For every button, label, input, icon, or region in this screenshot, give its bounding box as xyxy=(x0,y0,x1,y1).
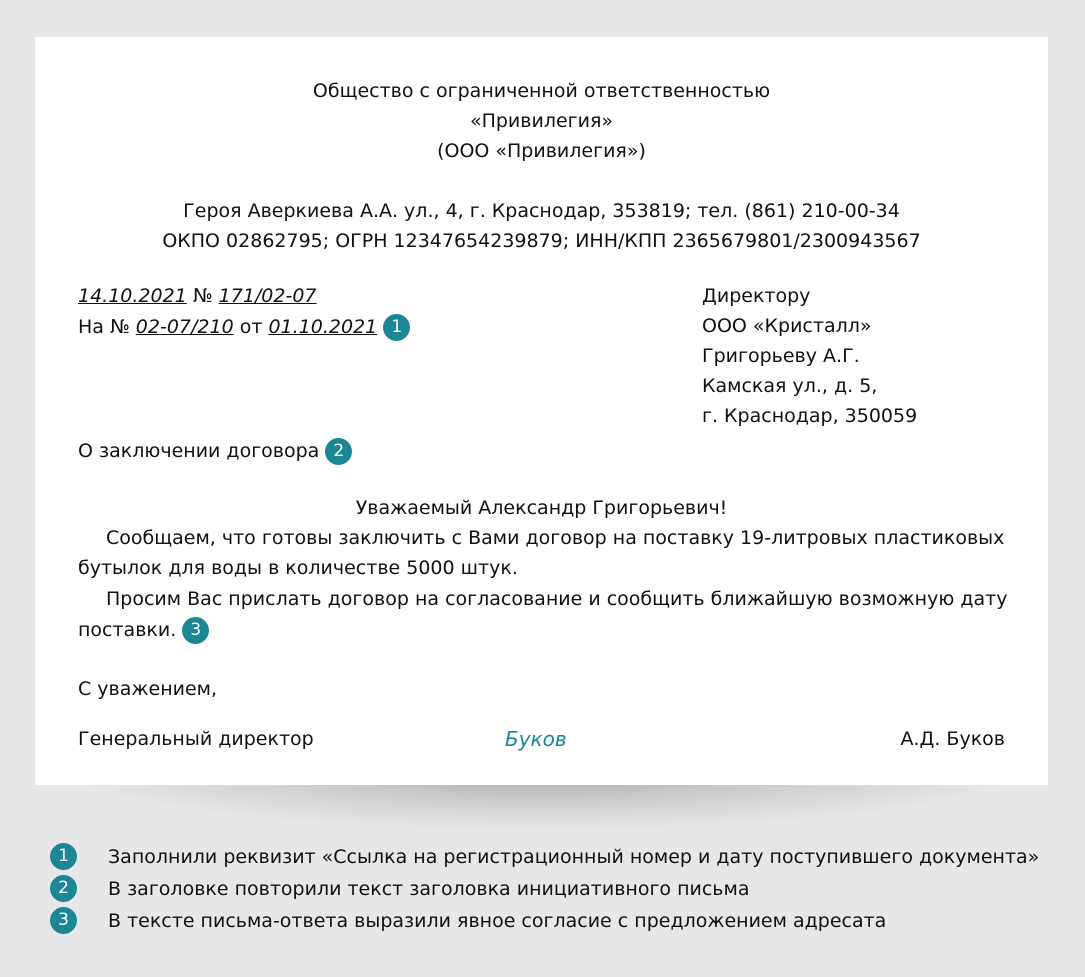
footnote-badge: 3 xyxy=(50,907,77,934)
reg-number: 171/02-07 xyxy=(218,285,317,307)
org-name-line3: (ООО «Привилегия») xyxy=(437,140,646,162)
closing: С уважением, xyxy=(78,678,218,700)
ref-prefix: На № xyxy=(78,316,136,338)
body-p1-line1: Сообщаем, что готовы заключить с Вами договор на поставку 19-литровых пластиковых xyxy=(106,527,1005,549)
greeting: Уважаемый Александр Григорьевич! xyxy=(355,497,728,519)
subject-line xyxy=(78,438,352,465)
signature: Буков xyxy=(505,727,567,751)
badge-2: 2 xyxy=(325,438,352,465)
signer-position: Генеральный директор xyxy=(78,728,314,750)
org-name-line1: Общество с ограниченной ответственностью xyxy=(312,80,771,102)
footnote-text: В заголовке повторили текст заголовка инициативного письма xyxy=(108,878,750,900)
subject: О заключении договора xyxy=(78,440,320,462)
org-address: Героя Аверкиева А.А. ул., 4, г. Краснодар, 353819; тел. (861) 210-00-34 xyxy=(183,200,900,222)
registration-line xyxy=(78,285,317,307)
addressee-line2: ООО «Кристалл» xyxy=(702,315,872,337)
org-name-line2: «Привилегия» xyxy=(469,110,614,132)
reg-no-sign: № xyxy=(186,285,219,307)
badge-3: 3 xyxy=(182,617,209,644)
org-codes: ОКПО 02862795; ОГРН 12347654239879; ИНН/КПП 2365679801/2300943567 xyxy=(162,230,921,252)
addressee-line1: Директору xyxy=(702,285,811,307)
addressee-line3: Григорьеву А.Г. xyxy=(702,345,860,367)
addressee-line4: Камская ул., д. 5, xyxy=(702,375,878,397)
footnote-badge: 1 xyxy=(50,843,77,870)
ref-mid: от xyxy=(233,316,269,338)
addressee-line5: г. Краснодар, 350059 xyxy=(702,405,918,427)
ref-date: 01.10.2021 xyxy=(268,316,378,338)
letter-page xyxy=(35,37,1048,785)
badge-1: 1 xyxy=(383,314,410,341)
footnote-text: Заполнили реквизит «Ссылка на регистрационный номер и дату поступившего документа» xyxy=(108,846,1040,868)
footnote-badge: 2 xyxy=(50,875,77,902)
reg-date: 14.10.2021 xyxy=(78,285,187,307)
footnote-text: В тексте письма-ответа выразили явное согласие с предложением адресата xyxy=(108,910,887,932)
body-p2-line2: поставки. xyxy=(78,619,177,641)
signer-name: А.Д. Буков xyxy=(900,728,1005,750)
body-p2-line1: Просим Вас прислать договор на согласование и сообщить ближайшую возможную дату xyxy=(106,588,1008,610)
reference-line xyxy=(78,314,410,341)
body-p1-line2: бутылок для воды в количестве 5000 штук. xyxy=(78,557,518,579)
body-p2-line2-wrap xyxy=(78,617,209,644)
ref-number: 02-07/210 xyxy=(135,316,234,338)
